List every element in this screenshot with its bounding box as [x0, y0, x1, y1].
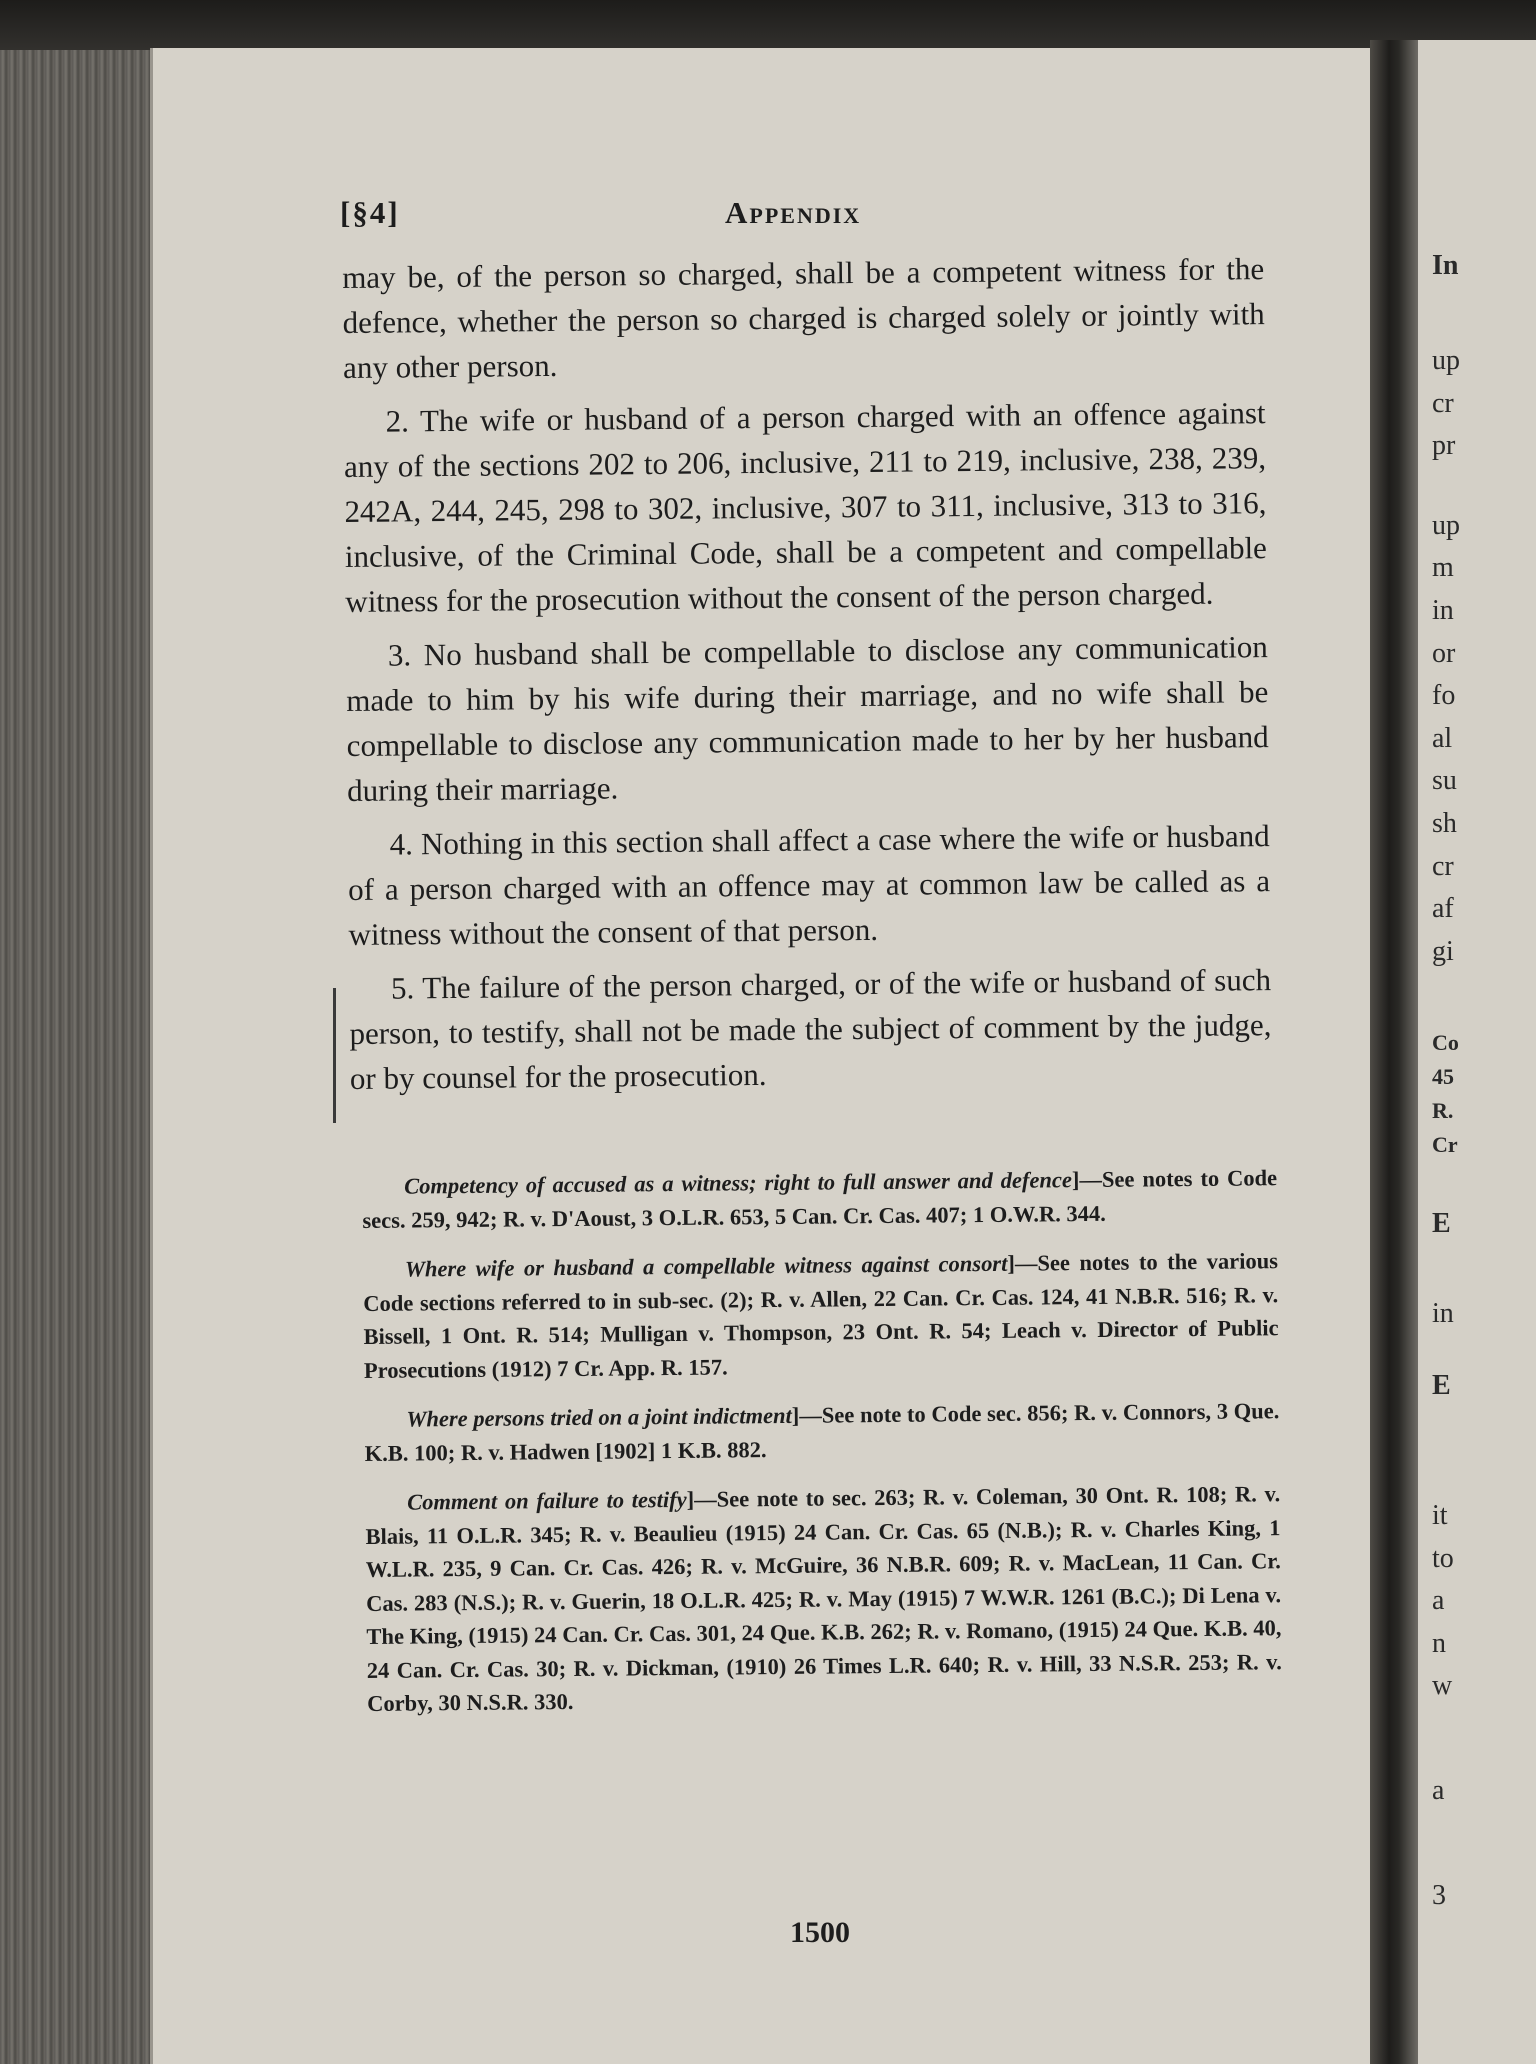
facing-fragment: Cr	[1432, 1132, 1458, 1157]
note-text: ]—See notes to the various Code sections referred to in sub-sec. (2); R. v. Allen, 22 Can. Cr. Cas. 124, 41 N.B.R. 516; R. v. Bissell, 1 Ont. R. 514; Mulligan v. Thompson, 23 Ont. R. 54; Leach v. Director of Public Prosecutions (1912) 7 Cr. App. R. 157.	[363, 1248, 1279, 1383]
facing-fragment: In	[1432, 250, 1459, 281]
facing-fragment: R.	[1432, 1098, 1454, 1123]
running-title: Appendix	[725, 195, 862, 230]
note-heading: Competency of accused as a witness; right to full answer and defence	[404, 1167, 1073, 1199]
note	[364, 1394, 1280, 1470]
facing-fragment: n	[1432, 1628, 1446, 1659]
note-heading: Where persons tried on a joint indictment	[406, 1402, 792, 1432]
page-number: 1500	[790, 1916, 850, 1949]
running-header	[340, 195, 1340, 235]
margin-pencil-mark	[333, 988, 336, 1123]
facing-fragment: m	[1432, 552, 1454, 583]
note-text: ]—See note to Code sec. 856; R. v. Connors, 3 Que. K.B. 100; R. v. Hadwen [1902] 1 K.B. 882.	[364, 1398, 1280, 1466]
facing-fragment: fo	[1432, 680, 1456, 711]
facing-fragment: it	[1432, 1500, 1448, 1531]
facing-fragment: cr	[1432, 851, 1454, 882]
facing-fragment: or	[1432, 638, 1456, 669]
facing-fragment: sh	[1432, 808, 1457, 839]
book-gutter	[1370, 40, 1418, 2064]
facing-fragment: E	[1432, 1208, 1451, 1239]
paragraph: 2. The wife or husband of a person charged with an offence against any of the sections 202 to 206, inclusive, 211 to 219, inclusive, 238, 239, 242A, 244, 245, 298 to 302, inclusive, 307 to 311, inclusive, 313 to 316, inclusive, of the Criminal Code, shall be a competent and compellable witness for the prosecution without the consent of the person charged.	[343, 395, 1268, 619]
paragraph: may be, of the person so charged, shall be a competent witness for the defence, whether the person so charged is charged solely or jointly with any other person.	[342, 251, 1265, 385]
section-marker: [§4]	[340, 195, 400, 230]
note	[363, 1244, 1279, 1387]
facing-fragment: 3	[1432, 1880, 1446, 1911]
facing-fragment: a	[1432, 1585, 1445, 1616]
facing-fragment: 45	[1432, 1064, 1454, 1089]
paragraph: 4. Nothing in this section shall affect a case where the wife or husband of a person charged with an offence may at common law be called as a witness without the consent of that person.	[347, 818, 1271, 952]
facing-fragment: af	[1432, 893, 1454, 924]
facing-fragment: cr	[1432, 388, 1454, 419]
book-page-edges	[0, 50, 175, 2064]
facing-fragment: Co	[1432, 1030, 1459, 1055]
note	[362, 1161, 1278, 1237]
facing-fragment: a	[1432, 1775, 1445, 1806]
facing-fragment: al	[1432, 723, 1453, 754]
facing-page	[1418, 40, 1536, 2064]
paragraph: 3. No husband shall be compellable to disclose any communication made to him by his wife during their marriage, and no wife shall be compellable to disclose any communication made to her by her husband during their marriage.	[346, 629, 1269, 808]
note-heading: Comment on failure to testify	[407, 1486, 687, 1515]
facing-fragment: in	[1432, 595, 1454, 626]
facing-fragment: E	[1432, 1370, 1451, 1401]
annotation-notes	[362, 1161, 1282, 1736]
note-text: ]—See notes to Code secs. 259, 942; R. v. D'Aoust, 3 O.L.R. 653, 5 Can. Cr. Cas. 407; 1 O.W.R. 344.	[362, 1165, 1278, 1233]
note	[365, 1477, 1282, 1720]
facing-fragment: to	[1432, 1543, 1454, 1574]
facing-fragment: up	[1432, 345, 1460, 376]
facing-fragment: in	[1432, 1298, 1454, 1329]
note-heading: Where wife or husband a compellable witness against consort	[404, 1250, 1008, 1282]
facing-fragment: pr	[1432, 430, 1456, 461]
statute-text	[342, 246, 1272, 1110]
facing-fragment: up	[1432, 510, 1460, 541]
facing-fragment: w	[1432, 1670, 1453, 1701]
facing-fragment: su	[1432, 765, 1457, 796]
facing-fragment: gi	[1432, 936, 1454, 967]
paragraph: 5. The failure of the person charged, or of the wife or husband of such person, to testify, shall not be made the subject of comment by the judge, or by counsel for the prosecution.	[349, 962, 1272, 1096]
note-text: ]—See note to sec. 263; R. v. Coleman, 30 Ont. R. 108; R. v. Blais, 11 O.L.R. 345; R. v. Beaulieu (1915) 24 Can. Cr. Cas. 65 (N.B.); R. v. Charles King, 1 W.L.R. 235, 9 Can. Cr. Cas. 426; R. v. McGuire, 36 N.B.R. 609; R. v. MacLean, 11 Can. Cr. Cas. 283 (N.S.); R. v. Guerin, 18 O.L.R. 425; R. v. May (1915) 7 W.W.R. 1261 (B.C.); Di Lena v. The King, (1915) 24 Can. Cr. Cas. 301, 24 Que. K.B. 262; R. v. Romano, (1915) 24 Que. K.B. 40, 24 Can. Cr. Cas. 30; R. v. Dickman, (1910) 26 Times L.R. 640; R. v. Hill, 33 N.S.R. 253; R. v. Corby, 30 N.S.R. 330.	[365, 1481, 1282, 1716]
